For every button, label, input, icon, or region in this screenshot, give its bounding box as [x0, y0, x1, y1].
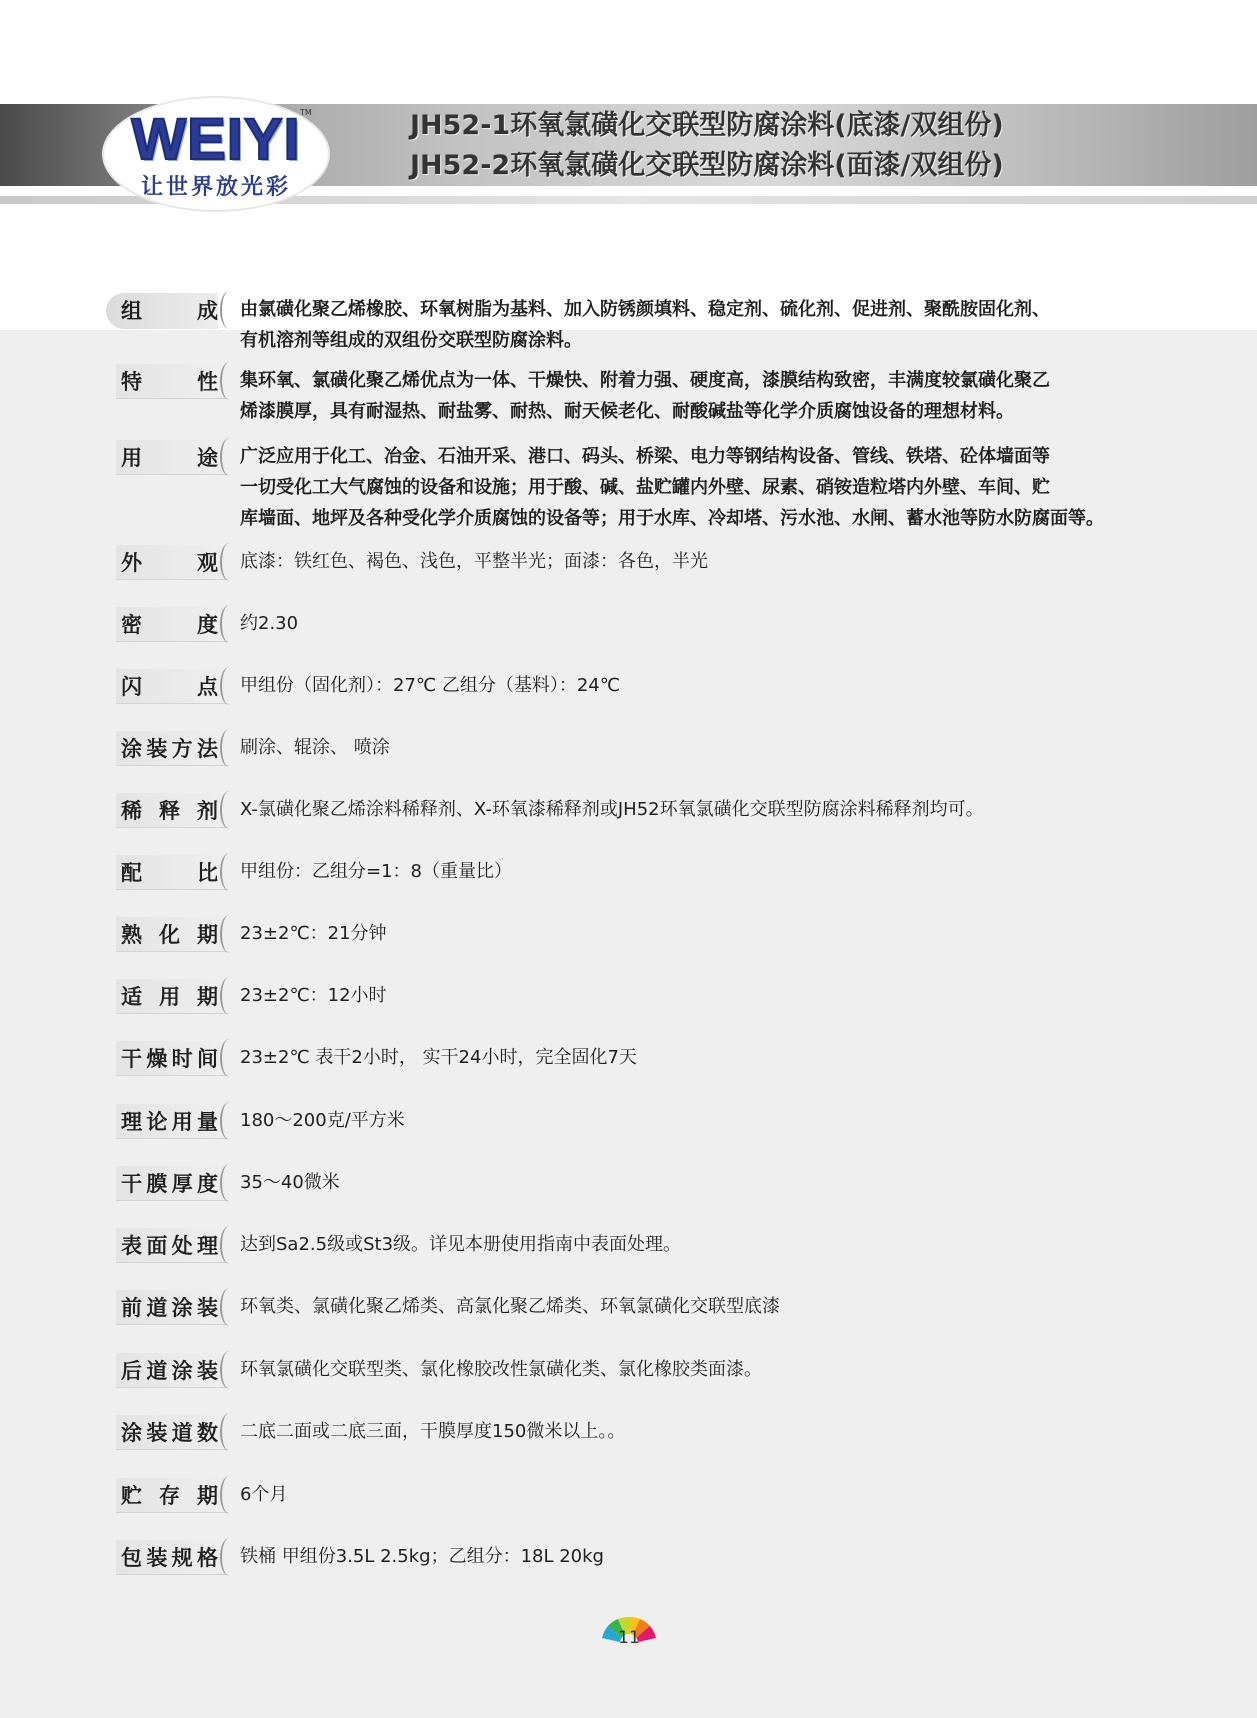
spec-value-line: 有机溶剂等组成的双组份交联型防腐涂料。: [240, 330, 582, 351]
bracket-divider: [220, 362, 238, 400]
spec-value-line: 广泛应用于化工、冶金、石油开采、港口、码头、桥梁、电力等钢结构设备、管线、铁塔、砼体墙面等: [240, 446, 1050, 467]
bracket-divider: [220, 1226, 238, 1264]
spec-label-glyph: 涂: [121, 737, 142, 761]
spec-value: [240, 608, 1160, 639]
spec-value: [240, 365, 1160, 427]
spec-value-line: 23±2℃：21分钟: [240, 923, 387, 944]
spec-value-line: 二底二面或二底三面，干膜厚度150微米以上。。: [240, 1421, 626, 1442]
spec-value-line: 一切受化工大气腐蚀的设备和设施；用于酸、碱、盐贮罐内外壁、尿素、硝铵造粒塔内外壁、车间、贮: [240, 477, 1050, 498]
spec-label: [121, 1169, 218, 1197]
logo-wordmark: WEIYI: [131, 107, 301, 172]
spec-value: [240, 918, 1160, 949]
spec-label-glyph: 释: [159, 799, 180, 823]
spec-label-glyph: 膜: [146, 1172, 168, 1196]
spec-label-glyph: 燥: [146, 1047, 168, 1071]
spec-label-glyph: 干: [121, 1172, 142, 1196]
spec-label-glyph: 装: [146, 1546, 168, 1570]
spec-value-line: 甲组份：乙组分=1：8（重量比）: [240, 861, 512, 882]
spec-value: [240, 1042, 1160, 1073]
bracket-divider: [220, 1351, 238, 1389]
page-number: 11: [618, 1628, 640, 1648]
spec-value-line: 甲组份（固化剂）：27℃ 乙组分（基料）：24℃: [240, 675, 620, 696]
spec-value-line: 达到Sa2.5级或St3级。详见本册使用指南中表面处理。: [240, 1234, 682, 1255]
spec-value-line: 刷涂、辊涂、 喷涂: [240, 737, 390, 758]
spec-label-glyph: 特: [121, 370, 142, 394]
spec-label-glyph: 装: [146, 737, 168, 761]
spec-label-glyph: 期: [197, 923, 218, 947]
bracket-divider: [220, 977, 238, 1015]
spec-value: [240, 1229, 1160, 1260]
spec-label-glyph: 稀: [121, 799, 142, 823]
spec-label-glyph: 间: [196, 1047, 218, 1071]
spec-label-glyph: 装: [146, 1421, 168, 1445]
spec-label-glyph: 量: [196, 1110, 218, 1134]
spec-label: [121, 296, 218, 324]
spec-label: [121, 1481, 218, 1509]
spec-label: [121, 548, 218, 576]
spec-value: [240, 1354, 1160, 1385]
spec-label-glyph: 时: [171, 1047, 193, 1071]
spec-label-glyph: 性: [197, 370, 218, 394]
spec-label-glyph: 装: [196, 1296, 218, 1320]
bracket-divider: [220, 1164, 238, 1202]
bracket-divider: [220, 853, 238, 891]
spec-label: [121, 1418, 218, 1446]
spec-label-glyph: 道: [146, 1296, 168, 1320]
bracket-divider: [220, 1413, 238, 1451]
spec-value-line: 环氧氯磺化交联型类、氯化橡胶改性氯磺化类、氯化橡胶类面漆。: [240, 1359, 762, 1380]
spec-label-glyph: 理: [196, 1234, 218, 1258]
spec-value: [240, 732, 1160, 763]
bracket-divider: [220, 1538, 238, 1576]
bracket-divider: [220, 1102, 238, 1140]
spec-value: [240, 794, 1160, 825]
spec-value: [240, 1541, 1160, 1572]
title-line-2: JH52-2环氧氯磺化交联型防腐涂料(面漆/双组份): [410, 150, 1004, 181]
spec-value: [240, 441, 1160, 534]
title-line-1: JH52-1环氧氯磺化交联型防腐涂料(底漆/双组份): [410, 110, 1004, 141]
spec-value: [240, 856, 1160, 887]
spec-value-line: 180～200克/平方米: [240, 1110, 405, 1131]
spec-label-glyph: 处: [171, 1234, 193, 1258]
spec-label-glyph: 途: [197, 446, 218, 470]
spec-label-glyph: 组: [121, 299, 142, 323]
spec-label-glyph: 道: [171, 1421, 193, 1445]
bracket-divider: [220, 1476, 238, 1514]
spec-label: [121, 1107, 218, 1135]
spec-value-line: 23±2℃：12小时: [240, 985, 387, 1006]
spec-value-line: 35～40微米: [240, 1172, 340, 1193]
spec-value: [240, 1105, 1160, 1136]
bracket-divider: [220, 291, 238, 329]
spec-label-glyph: 数: [196, 1421, 218, 1445]
spec-label: [121, 1356, 218, 1384]
spec-label-glyph: 成: [197, 299, 218, 323]
spec-label-glyph: 期: [197, 1484, 218, 1508]
spec-label-glyph: 用: [121, 446, 142, 470]
spec-value: [240, 1291, 1160, 1322]
spec-label-glyph: 度: [197, 613, 218, 637]
spec-label: [121, 443, 218, 471]
bracket-divider: [220, 915, 238, 953]
spec-label-glyph: 剂: [197, 799, 218, 823]
spec-label: [121, 1293, 218, 1321]
spec-label-glyph: 法: [196, 737, 218, 761]
bracket-divider: [220, 667, 238, 705]
spec-label-glyph: 涂: [171, 1296, 193, 1320]
bracket-divider: [220, 438, 238, 476]
spec-label-glyph: 理: [121, 1110, 142, 1134]
spec-label: [121, 1231, 218, 1259]
spec-label: [121, 1044, 218, 1072]
spec-value-line: 库墙面、地坪及各种受化学介质腐蚀的设备等；用于水库、冷却塔、污水池、水闸、蓄水池等防水防腐面等。: [240, 508, 1104, 529]
spec-label-glyph: 贮: [121, 1484, 142, 1508]
spec-label: [121, 610, 218, 638]
bracket-divider: [220, 791, 238, 829]
spec-label: [121, 734, 218, 762]
spec-label-glyph: 用: [159, 985, 180, 1009]
spec-label-glyph: 规: [171, 1546, 193, 1570]
spec-value-line: 铁桶 甲组份3.5L 2.5kg；乙组分：18L 20kg: [240, 1546, 604, 1567]
spec-label-glyph: 配: [121, 861, 142, 885]
spec-value-line: 底漆：铁红色、褐色、浅色，平整半光；面漆：各色，半光: [240, 551, 708, 572]
spec-label-glyph: 比: [197, 861, 218, 885]
spec-value-line: 环氧类、氯磺化聚乙烯类、高氯化聚乙烯类、环氧氯磺化交联型底漆: [240, 1296, 780, 1317]
spec-label-glyph: 道: [146, 1359, 168, 1383]
spec-label-glyph: 包: [121, 1546, 142, 1570]
spec-value-line: 23±2℃ 表干2小时， 实干24小时，完全固化7天: [240, 1047, 637, 1068]
logo-slogan: 让世界放光彩: [140, 175, 291, 200]
spec-value: [240, 980, 1160, 1011]
spec-value-line: 6个月: [240, 1484, 288, 1505]
spec-value-line: 烯漆膜厚，具有耐湿热、耐盐雾、耐热、耐天候老化、耐酸碱盐等化学介质腐蚀设备的理想材料。: [240, 401, 1014, 422]
bracket-divider: [220, 543, 238, 581]
spec-label-glyph: 干: [121, 1047, 142, 1071]
bracket-divider: [220, 729, 238, 767]
bracket-divider: [220, 1039, 238, 1077]
spec-label-glyph: 闪: [121, 675, 142, 699]
spec-label-glyph: 方: [171, 737, 193, 761]
spec-label-glyph: 度: [196, 1172, 218, 1196]
spec-value: [240, 1167, 1160, 1198]
spec-label-glyph: 涂: [171, 1359, 193, 1383]
spec-label-glyph: 用: [171, 1110, 193, 1134]
spec-label-glyph: 密: [121, 613, 142, 637]
spec-value: [240, 294, 1160, 356]
spec-label-glyph: 化: [159, 923, 180, 947]
spec-label: [121, 796, 218, 824]
spec-value: [240, 1479, 1160, 1510]
spec-label-glyph: 格: [196, 1546, 218, 1570]
spec-label-glyph: 观: [197, 551, 218, 575]
spec-label-glyph: 后: [121, 1359, 142, 1383]
spec-label-glyph: 装: [196, 1359, 218, 1383]
spec-label: [121, 982, 218, 1010]
spec-value-line: 约2.30: [240, 613, 299, 634]
spec-label-glyph: 论: [146, 1110, 168, 1134]
logo-trademark: TM: [300, 108, 312, 117]
spec-label: [121, 1543, 218, 1571]
bracket-divider: [220, 605, 238, 643]
spec-label: [121, 920, 218, 948]
spec-label-glyph: 适: [121, 985, 142, 1009]
spec-value: [240, 546, 1160, 577]
spec-label-glyph: 表: [121, 1234, 142, 1258]
spec-label-glyph: 前: [121, 1296, 142, 1320]
spec-label: [121, 672, 218, 700]
spec-label-glyph: 外: [121, 551, 142, 575]
spec-label-glyph: 面: [146, 1234, 168, 1258]
spec-value: [240, 670, 1160, 701]
spec-label-glyph: 厚: [171, 1172, 193, 1196]
spec-label-glyph: 期: [197, 985, 218, 1009]
spec-value-line: 集环氧、氯磺化聚乙烯优点为一体、干燥快、附着力强、硬度高，漆膜结构致密，丰满度较氯磺化聚乙: [240, 370, 1050, 391]
spec-label-glyph: 存: [159, 1484, 180, 1508]
spec-label-glyph: 涂: [121, 1421, 142, 1445]
spec-value-line: 由氯磺化聚乙烯橡胶、环氧树脂为基料、加入防锈颜填料、稳定剂、硫化剂、促进剂、聚酰胺固化剂、: [240, 299, 1050, 320]
spec-label-glyph: 点: [197, 675, 218, 699]
spec-label: [121, 858, 218, 886]
bracket-divider: [220, 1288, 238, 1326]
spec-value-line: X-氯磺化聚乙烯涂料稀释剂、X-环氧漆稀释剂或JH52环氧氯磺化交联型防腐涂料稀释剂均可。: [240, 799, 984, 820]
spec-label: [121, 367, 218, 395]
spec-value: [240, 1416, 1160, 1447]
spec-label-glyph: 熟: [121, 923, 142, 947]
page-marker: [596, 1612, 662, 1646]
